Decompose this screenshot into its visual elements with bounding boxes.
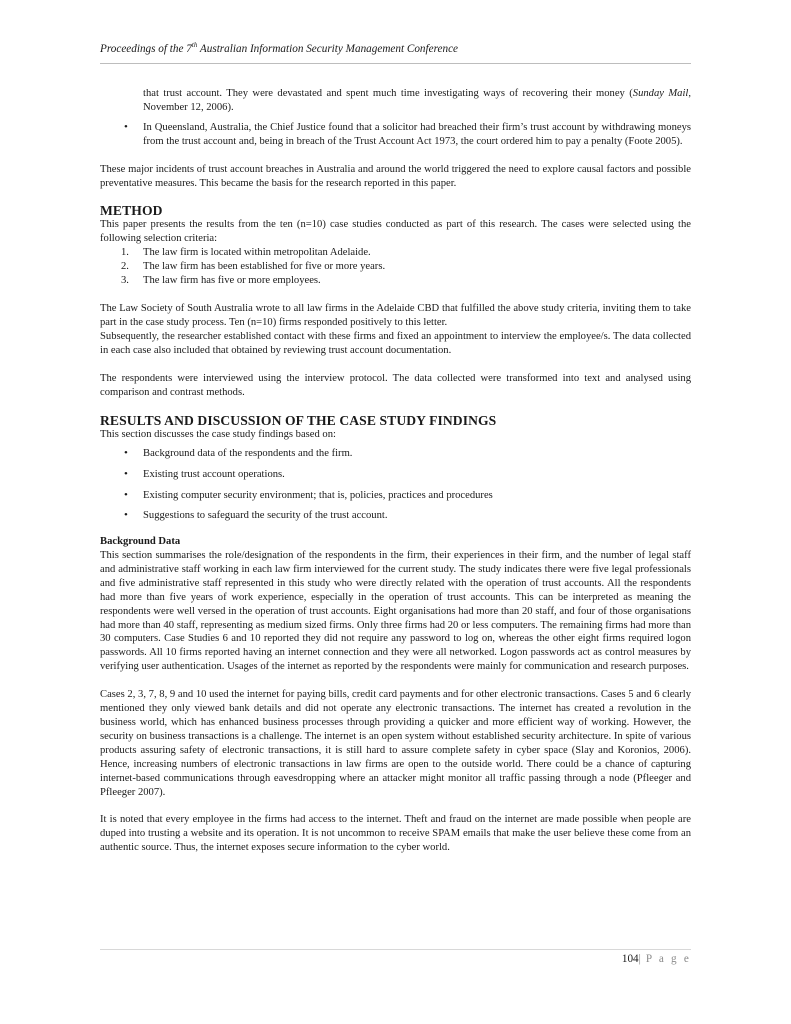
subheading-background-data: Background Data xyxy=(100,536,181,548)
list-item: 2. The law firm has been established for five or more years. xyxy=(121,261,386,273)
header-text-pre: Proceedings of the 7 xyxy=(100,43,192,55)
paragraph: It is noted that every employee in the firms had access to the internet. Theft and fraud on the internet are made possible when people are duped into trusting a website and its operation. It is not uncommon to receive SPAM emails that make the user believe these come from an authentic source. Thus, the internet exposes secure information to the cyber world. xyxy=(100,814,691,854)
header-rule xyxy=(100,63,691,64)
header-text-post: Australian Information Security Management Conference xyxy=(197,43,459,55)
header-superscript: th xyxy=(191,41,198,49)
footer-separator: | xyxy=(638,953,641,965)
paragraph: This section discusses the case study findings based on: xyxy=(100,429,336,441)
page-body xyxy=(100,87,691,855)
paragraph: This paper presents the results from the ten (n=10) case studies conducted as part of this research. The cases were selected using the following selection criteria: xyxy=(100,219,691,245)
intro-bullet-list xyxy=(100,121,691,149)
list-item: 3. The law firm has five or more employees. xyxy=(121,275,321,287)
list-item: 1. The law firm is located within metropolitan Adelaide. xyxy=(121,247,371,259)
paragraph: These major incidents of trust account breaches in Australia and around the world triggered the need to explore causal factors and possible preventative measures. This became the basis for the research reported in this paper. xyxy=(100,163,691,189)
running-header xyxy=(100,41,700,57)
footer-rule xyxy=(100,949,691,950)
section-heading-method: METHOD xyxy=(100,203,163,219)
list-item: • Suggestions to safeguard the security of the trust account. xyxy=(100,509,691,523)
paragraph: The respondents were interviewed using the interview protocol. The data collected were transformed into text and analysed using comparison and contrast methods. xyxy=(100,372,691,398)
list-item: • Background data of the respondents and the firm. xyxy=(100,447,691,461)
page-footer xyxy=(100,952,691,966)
paragraph: Cases 2, 3, 7, 8, 9 and 10 used the internet for paying bills, credit card payments and for other electronic transactions. Cases 5 and 6 clearly mentioned they only viewed bank details and did not operate any electronic transactions. The internet has created a revolution in the business world, which has enhanced business processes through providing a quicker and more efficient way of working. However, the security on business transactions is a challenge. The internet is an open system without established security architecture. In spite of various products assuring safety of electronic transactions, it is still hard to assure complete safety in cyber space (Slay and Koronios, 2006). Hence, increasing numbers of electronic transactions in law firms are open to the outside world. There could be a chance of capturing internet-based communications through eavesdropping where an attacker might monitor all traffic passing through a node (Pfleeger and Pfleeger 2007). xyxy=(100,689,691,798)
paragraph: Subsequently, the researcher established contact with these firms and fixed an appointment to interview the employee/s. The data collected in each case also included that obtained by reviewing trust account documentation. xyxy=(100,330,691,356)
page-label: P a g e xyxy=(640,953,691,965)
list-item: • In Queensland, Australia, the Chief Justice found that a solicitor had breached their firm’s trust account by withdrawing moneys from the trust account and, being in breach of the Trust Account Act 1973, the court ordered him to pay a penalty (Foote 2005). xyxy=(100,121,691,149)
bullet-continuation: that trust account. They were devastated and spent much time investigating ways of recovering their money (Sunday Mail, November 12, 2006). xyxy=(143,88,692,113)
page-number: 104 xyxy=(621,953,639,965)
list-item: • Existing trust account operations. xyxy=(100,468,691,482)
findings-bullet-list xyxy=(100,447,691,523)
selection-criteria-list xyxy=(100,246,691,288)
paragraph: This section summarises the role/designation of the respondents in the firm, their experiences in their firm, and the number of legal staff and administrative staff working in each law firm interviewed for the current study. The study indicates there were five legal professionals and five administrative staff represented in this study who were directly related with the operation of trust accounts. All the respondents had more than five years of work experience, especially in the operation of trust accounts. This can be interpreted as meaning the respondents were well versed in the operation of trust accounts. Eight organisations had more than 20 staff, and four of those organisations had more than 40 staff, representing as medium sized firms. Only three firms had 20 or less computers. The remaining firms had more than 30 computers. Case Studies 6 and 10 reported they did not require any password to log on, whereas the other eight firms required logon passwords. All 10 firms reported having an internet connection and they were all networked. Logon passwords act as control measures by verifying user authentication. Usages of the internet as reported by the respondents were mainly for communication and research purposes. xyxy=(100,550,691,673)
list-item: • Existing computer security environment; that is, policies, practices and procedures xyxy=(100,489,691,503)
source-citation: Sunday Mail xyxy=(632,88,689,99)
section-heading-results: RESULTS AND DISCUSSION OF THE CASE STUDY FINDINGS xyxy=(100,413,497,429)
paragraph: The Law Society of South Australia wrote to all law firms in the Adelaide CBD that fulfilled the above study criteria, inviting them to take part in the case study process. Ten (n=10) firms responded positively to this letter. xyxy=(100,302,691,328)
